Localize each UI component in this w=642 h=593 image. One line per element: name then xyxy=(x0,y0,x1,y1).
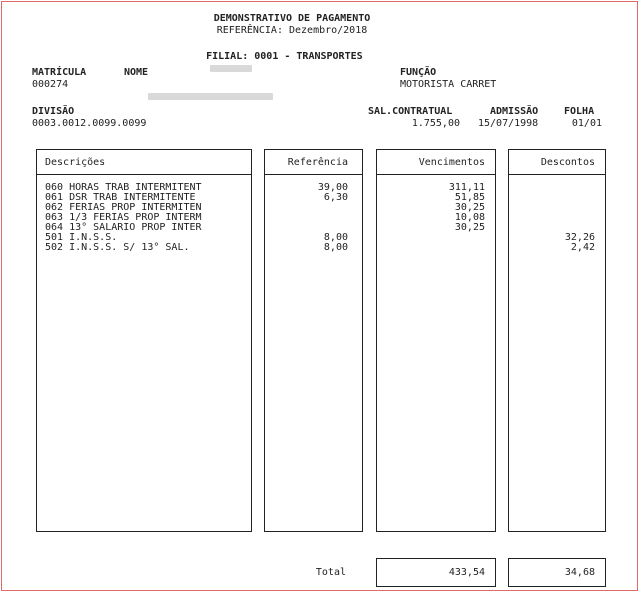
folha-value: 01/01 xyxy=(571,118,602,129)
salario-value: 1.755,00 xyxy=(411,118,460,129)
admissao-label: ADMISSÃO xyxy=(490,106,539,117)
table-row-060-referencia: 39,00 xyxy=(317,182,348,193)
funcao-label: FUNÇÃO xyxy=(400,67,437,78)
table-row-501-desconto: 32,26 xyxy=(564,232,595,243)
descricoes-header xyxy=(37,150,251,175)
matricula-label: MATRÍCULA xyxy=(32,67,87,78)
table-row-501-descricao: 501 I.N.S.S. xyxy=(45,232,118,243)
redacted-company-name xyxy=(210,65,252,72)
table-row-061-vencimento: 51,85 xyxy=(454,192,485,203)
total-vencimentos-box xyxy=(376,558,496,587)
referencia-header-label: Referência xyxy=(287,157,348,168)
vencimentos-header-label: Vencimentos xyxy=(418,157,485,168)
table-row-064-descricao: 064 13° SALARIO PROP INTER xyxy=(45,222,202,233)
vencimentos-list xyxy=(377,183,485,253)
total-descontos-value: 34,68 xyxy=(564,567,595,578)
nome-value xyxy=(124,79,273,115)
table-row-061-descricao: 061 DSR TRAB INTERMITENTE xyxy=(45,192,196,203)
funcao-value: MOTORISTA CARRET xyxy=(400,79,497,90)
table-row-501-vencimento xyxy=(377,233,485,243)
table-row-062-desconto xyxy=(509,203,595,213)
table-row-064-vencimento: 30,25 xyxy=(454,222,485,233)
descricoes-list xyxy=(45,183,251,253)
vencimentos-header xyxy=(377,150,495,175)
redacted-employee-name xyxy=(148,93,273,100)
divisao-value: 0003.0012.0099.0099 xyxy=(32,118,147,129)
table-row-060-desconto xyxy=(509,183,595,193)
descontos-column xyxy=(508,149,606,532)
referencia-list xyxy=(265,183,348,253)
table-row-062-referencia xyxy=(265,203,348,213)
table-row-062-descricao: 062 FERIAS PROP INTERMITEN xyxy=(45,202,202,213)
table-row-060-descricao: 060 HORAS TRAB INTERMITENT xyxy=(45,182,202,193)
payslip-page xyxy=(1,1,638,591)
table-row-502-referencia: 8,00 xyxy=(323,242,348,253)
table-row-063-descricao: 063 1/3 FERIAS PROP INTERM xyxy=(45,212,202,223)
table-row-063-desconto xyxy=(509,213,595,223)
table-row-502-descricao: 502 I.N.S.S. S/ 13° SAL. xyxy=(45,242,190,253)
table-row-502-desconto: 2,42 xyxy=(570,242,595,253)
table-row-063-vencimento: 10,08 xyxy=(454,212,485,223)
descontos-header xyxy=(509,150,605,175)
table-row-063-referencia xyxy=(265,213,348,223)
total-label: Total xyxy=(315,567,346,578)
descricoes-header-label: Descrições xyxy=(45,157,106,168)
matricula-value: 000274 xyxy=(32,79,69,90)
table-row-060-vencimento: 311,11 xyxy=(448,182,485,193)
table-row-501-referencia: 8,00 xyxy=(323,232,348,243)
table-row-502-vencimento xyxy=(377,243,485,253)
total-vencimentos-value: 433,54 xyxy=(448,567,485,578)
table-row-061-referencia: 6,30 xyxy=(323,192,348,203)
descontos-list xyxy=(509,183,595,253)
total-descontos-box xyxy=(508,558,606,587)
vencimentos-column xyxy=(376,149,496,532)
referencia-header xyxy=(265,150,362,175)
reference-period: REFERÊNCIA: Dezembro/2018 xyxy=(216,25,368,36)
branch-label: FILIAL: 0001 - TRANSPORTES xyxy=(206,51,363,62)
admissao-value: 15/07/1998 xyxy=(478,118,539,129)
divisao-label: DIVISÃO xyxy=(32,106,75,117)
table-row-062-vencimento: 30,25 xyxy=(454,202,485,213)
descricoes-column xyxy=(36,149,252,532)
salario-label: SAL.CONTRATUAL xyxy=(368,106,453,117)
table-row-061-desconto xyxy=(509,193,595,203)
document-title: DEMONSTRATIVO DE PAGAMENTO xyxy=(213,13,371,24)
folha-label: FOLHA xyxy=(564,106,595,117)
nome-label: NOME xyxy=(124,67,149,78)
descontos-header-label: Descontos xyxy=(540,157,595,168)
referencia-column xyxy=(264,149,363,532)
